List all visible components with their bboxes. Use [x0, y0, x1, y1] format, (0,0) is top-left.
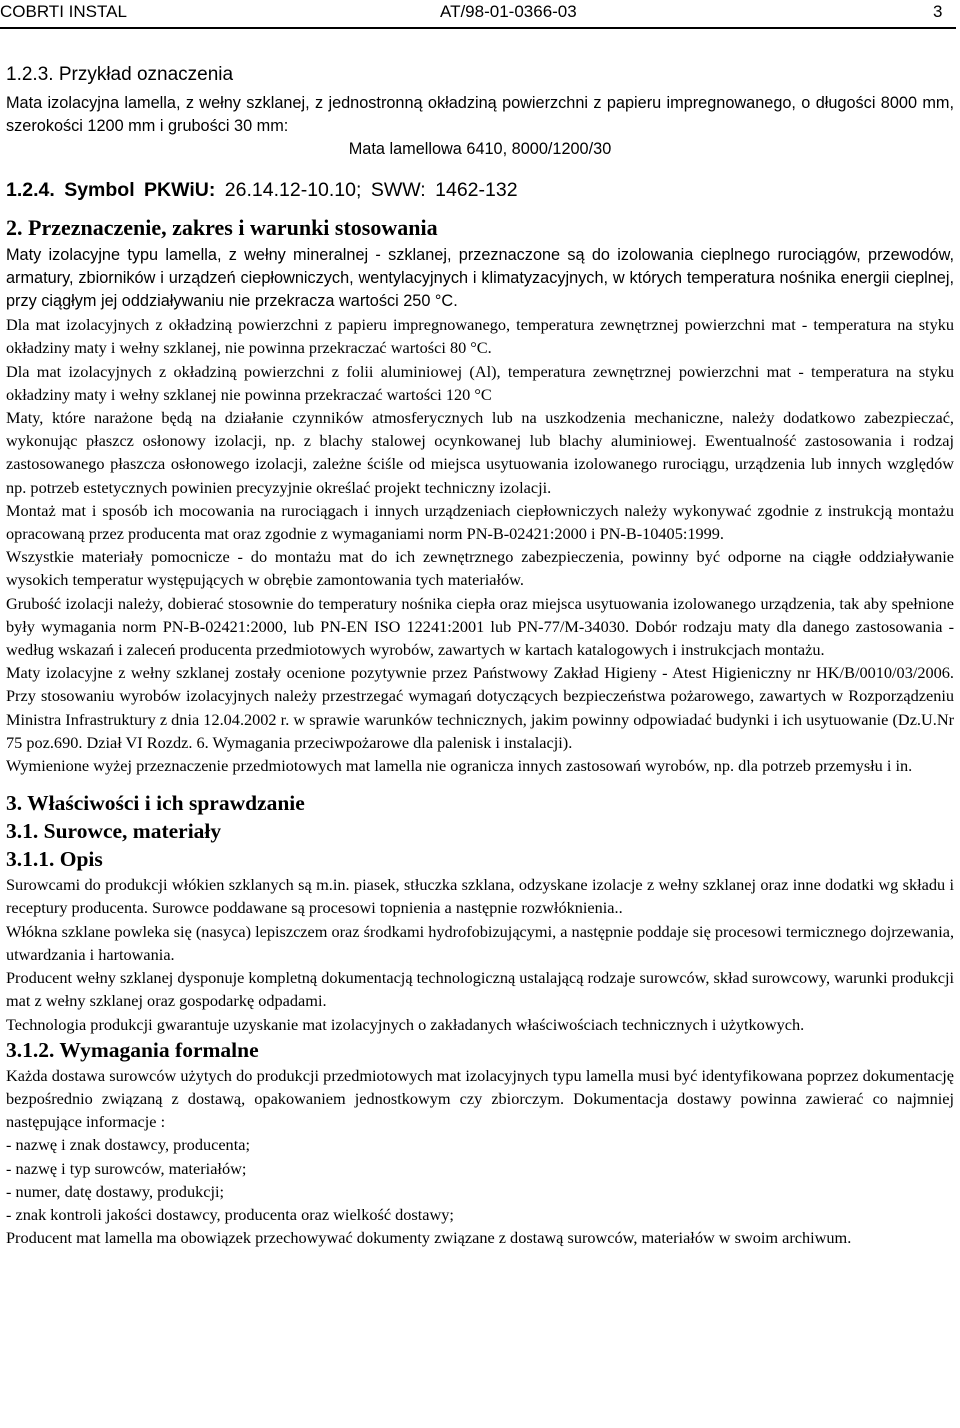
section-2-paragraph: Maty, które narażone będą na działanie czynników atmosferycznych lub na uszkodzenia mechaniczne, należy dodatkowo zabezpieczać, wykonując płaszcz osłonowy izolacji, np. z blachy stalowej ocynkowanej lub blachy aluminiowej. Ewentualność zastosowania i rodzaj zastosowanego płaszcza osłonowego izolacji, zależne ściśle od miejsca usytuowania izolowanego rurociągu, urządzenia lub innych względów np. potrzeb estetycznych powinien precyzyjnie określać projekt techniczny izolacji. — [6, 408, 954, 497]
list-item: - numer, datę dostawy, produkcji; — [6, 1181, 225, 1201]
list-item: - nazwę i typ surowców, materiałów; — [6, 1158, 247, 1178]
requirements-list — [6, 1133, 954, 1226]
pkwiu-label: 1.2.4. Symbol PKWiU: — [6, 178, 216, 201]
section-1-2-4 — [6, 172, 954, 208]
section-3-1-1-paragraph: Technologia produkcji gwarantuje uzyskanie mat izolacyjnych o zakładanych właściwościach technicznych i użytkowych. — [6, 1014, 805, 1034]
pkwiu-value: 26.14.12-10.10; SWW: 1462-132 — [224, 178, 518, 201]
section-3-1-title: 3.1. Surowce, materiały — [6, 819, 222, 844]
section-2-paragraph: Wszystkie materiały pomocnicze - do montażu mat do ich zewnętrznego zabezpieczenia, powinny być odporne na ciągłe oddziaływanie wysokich temperatur występujących w obrębie zamontowania tych materiałów. — [6, 547, 954, 590]
page-header — [0, 2, 960, 24]
section-3-1-1-paragraph: Włókna szklane powleka się (nasyca) lepiszczem oraz środkami hydrofobizującymi, a następnie poddaje się procesowi termicznego dojrzewania, utwardzania i hartowania. — [6, 921, 955, 964]
section-2-paragraph: Dla mat izolacyjnych z okładziną powierzchni z papieru impregnowanego, temperatura zewnętrznej powierzchni mat - temperatura na styku okładziny maty i wełny szklanej, nie powinna przekraczać wartości 80 °C. — [6, 315, 954, 358]
section-2-title: 2. Przeznaczenie, zakres i warunki stosowania — [6, 214, 438, 240]
section-3-title: 3. Właściwości i ich sprawdzanie — [6, 791, 305, 816]
section-1-2-3-title: 1.2.3. Przykład oznaczenia — [6, 64, 234, 85]
section-3-1-1-title: 3.1.1. Opis — [6, 847, 103, 872]
section-2-paragraph: Maty izolacyjne typu lamella, z wełny mineralnej - szklanej, przeznaczone są do izolowania cieplnego rurociągów, przewodów, armatury, zbiorników i urządzeń ciepłowniczych, wentylacyjnych i klimatyzacyjnych, w których temperatura nośnika energii cieplnej, przy ciągłym jej oddziaływaniu nie przekracza wartości 250 °C. — [6, 245, 954, 311]
section-1-2-3-example: Mata lamellowa 6410, 8000/1200/30 — [348, 140, 612, 159]
section-3-1-1-paragraph: Surowcami do produkcji włókien szklanych są m.in. piasek, stłuczka szklana, odzyskane izolacje z wełny szklanej oraz inne dodatki wg składu i receptury producenta. Surowce poddawane są procesowi topnienia a następnie rozwłóknienia.. — [6, 875, 954, 918]
section-2-paragraph: Maty izolacyjne z wełny szklanej zostały ocenione pozytywnie przez Państwowy Zakład Higieny - Atest Higieniczny nr HK/B/0010/03/2006. Przy stosowaniu wyrobów izolacyjnych należy przestrzegać wymagań dotyczących bezpieczeństwa pożarowego, zawartych w Rozporządzeniu Ministra Infrastruktury z dnia 12.04.2002 r. w sprawie warunków technicznych, jakim powinny odpowiadać budynki i ich usytuowanie (Dz.U.Nr 75 poz.690. Dział VI Rozdz. 6. Wymagania przeciwpożarowe dla palenisk i instalacji). — [6, 663, 954, 752]
section-3-1-2-title: 3.1.2. Wymagania formalne — [6, 1037, 259, 1062]
section-3-1-1-paragraph: Producent wełny szklanej dysponuje kompletną dokumentacją technologiczną ustalającą rodzaje surowców, skład surowcowy, warunki produkcji mat z wełny szklanej oraz gospodarkę odpadami. — [6, 968, 954, 1011]
header-company: COBRTI INSTAL — [0, 2, 127, 21]
header-page-number: 3 — [933, 2, 943, 21]
section-1-2-3-text: Mata izolacyjna lamella, z wełny szklanej, z jednostronną okładziną powierzchni z papieru impregnowanego, o długości 8000 mm, szerokości 1200 mm i grubości 30 mm: — [6, 94, 954, 136]
header-rule — [0, 27, 956, 29]
section-2-paragraph: Montaż mat i sposób ich mocowania na rurociągach i innych urządzeniach ciepłowniczych należy wykonywać zgodnie z instrukcją montażu opracowaną przez producenta mat oraz zgodnie z wymaganiami norm PN-B-02421:2000 i PN-B-10405:1999. — [6, 500, 954, 544]
section-3-1-2-paragraph: Każda dostawa surowców użytych do produkcji przedmiotowych mat izolacyjnych typu lamella musi być identyfikowana poprzez dokumentację bezpośrednio związaną z dostawą, opakowaniem jednostkowym czy zbiorczym. Dokumentacja dostawy powinna zawierać co najmniej następujące informacje : — [6, 1065, 954, 1132]
section-2-paragraph: Grubość izolacji należy, dobierać stosownie do temperatury nośnika ciepła oraz miejsca usytuowania izolowanego urządzenia, tak aby spełnione były wymagania norm PN-B-02421:2000, lub PN-EN ISO 12241:2001 lub PN-77/M-34030. Dobór rodzaju maty dla danego zastosowania - według wskazań i zaleceń producenta przedmiotowych wyrobów, zawartych w kartach katalogowych i instrukcjach montażu. — [6, 593, 954, 660]
section-2-paragraph: Wymienione wyżej przeznaczenie przedmiotowych mat lamella nie ogranicza innych zastosowań wyrobów, np. dla potrzeb przemysłu i in. — [6, 756, 913, 776]
section-3-1-2-paragraph: Producent mat lamella ma obowiązek przechowywać dokumenty związane z dostawą surowców, materiałów w swoim archiwum. — [6, 1228, 852, 1248]
list-item: - nazwę i znak dostawcy, producenta; — [6, 1135, 250, 1155]
document-body — [6, 56, 954, 1249]
header-code: AT/98-01-0366-03 — [440, 2, 577, 21]
list-item: - znak kontroli jakości dostawcy, producenta oraz wielkość dostawy; — [6, 1204, 454, 1224]
section-2-paragraph: Dla mat izolacyjnych z okładziną powierzchni z folii aluminiowej (Al), temperatura zewnętrznej powierzchni mat - temperatura na styku okładziny maty i wełny szklanej nie powinna przekraczać wartości 120 °C — [6, 361, 954, 404]
